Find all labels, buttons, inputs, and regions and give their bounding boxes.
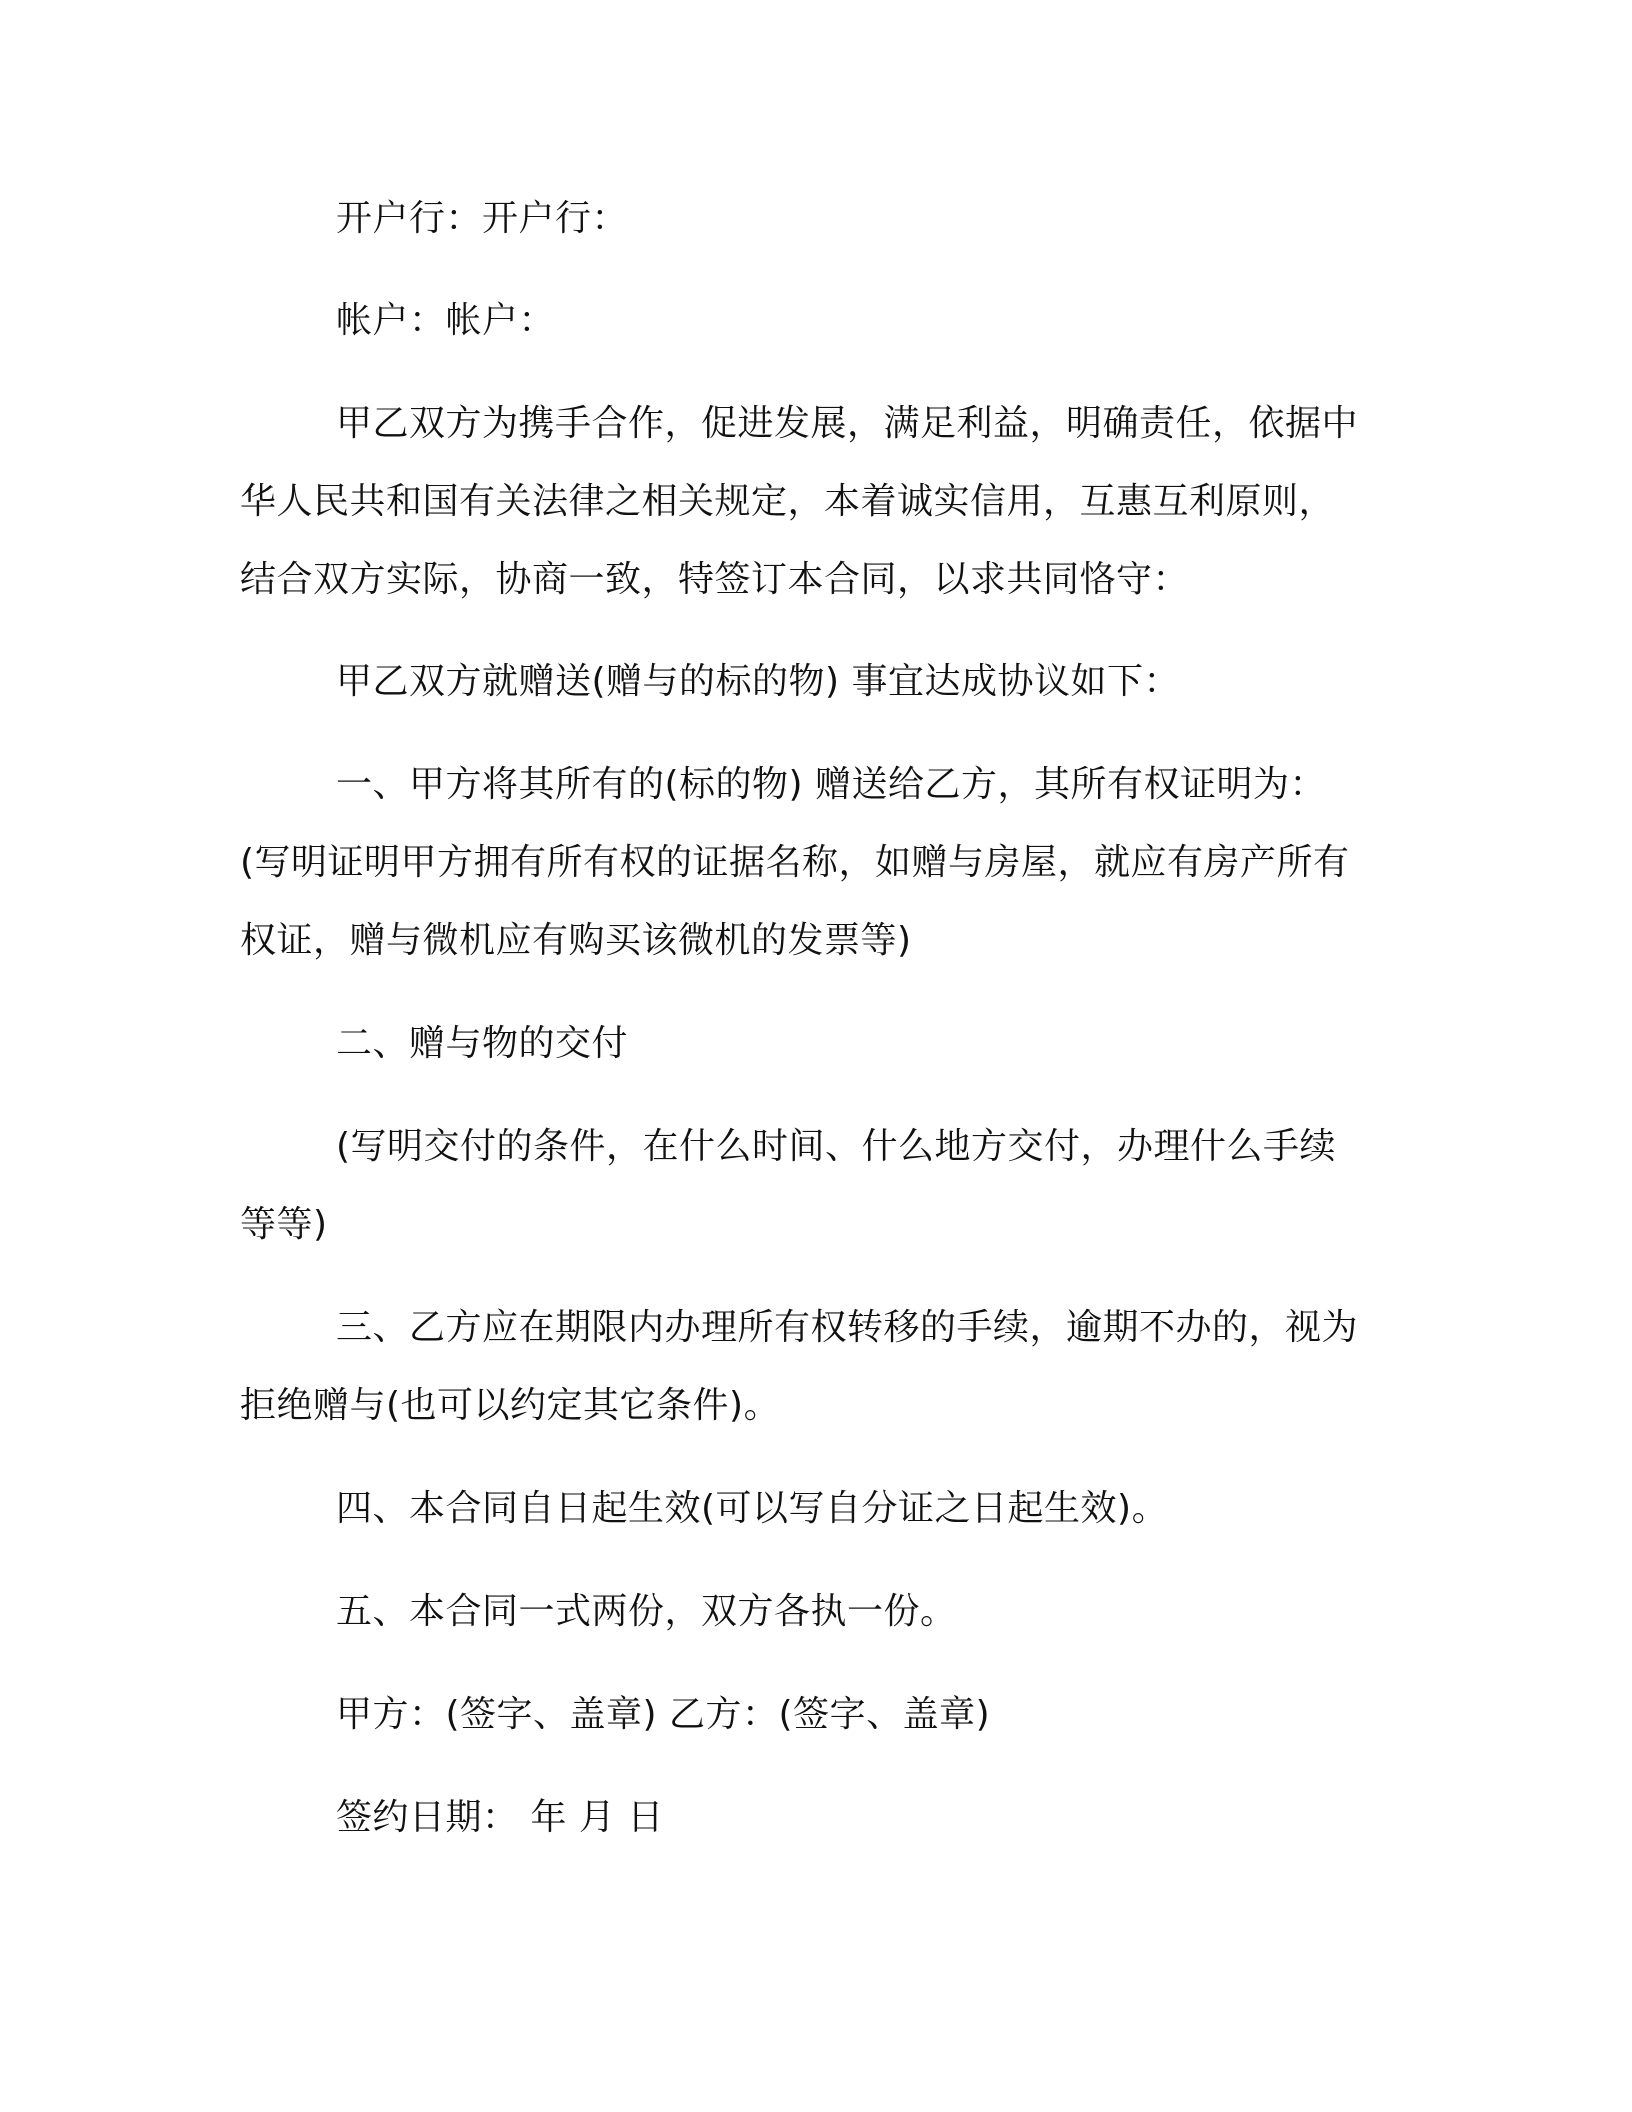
clause-3-line-1: 三、乙方应在期限内办理所有权转移的手续，逾期不办的，视为 (336, 1307, 1359, 1348)
clause-2-line-2: 等等) (240, 1204, 328, 1245)
preamble-line-1: 甲乙双方为携手合作，促进发展，满足利益，明确责任，依据中 (336, 403, 1359, 444)
preamble-line-2: 华人民共和国有关法律之相关规定，本着诚实信用，互惠互利原则， (240, 481, 1336, 522)
clause-2-line-1: (写明交付的条件，在什么时间、什么地方交付，办理什么手续 (336, 1126, 1337, 1167)
agreement-intro: 甲乙双方就赠送(赠与的标的物) 事宜达成协议如下： (336, 661, 1181, 702)
preamble-line-3: 结合双方实际，协商一致，特签订本合同，以求共同恪守： (240, 559, 1190, 600)
clause-1-line-3: 权证，赠与微机应有购买该微机的发票等) (240, 920, 912, 961)
clause-1-line-1: 一、甲方将其所有的(标的物) 赠送给乙方，其所有权证明为： (336, 764, 1327, 805)
bank-line: 开户行：开户行： (336, 198, 629, 239)
clause-2-heading: 二、赠与物的交付 (336, 1023, 629, 1064)
account-line: 帐户：帐户： (336, 300, 556, 341)
clause-1-line-2: (写明证明甲方拥有所有权的证据名称，如赠与房屋，就应有房产所有 (240, 842, 1350, 883)
signature-line: 甲方：(签字、盖章) 乙方：(签字、盖章) (336, 1694, 991, 1735)
clause-3-line-2: 拒绝赠与(也可以约定其它条件)。 (240, 1385, 781, 1426)
signing-date: 签约日期： 年 月 日 (336, 1797, 664, 1838)
clause-4: 四、本合同自日起生效(可以写自分证之日起生效)。 (336, 1488, 1169, 1529)
clause-5: 五、本合同一式两份，双方各执一份。 (336, 1591, 957, 1632)
